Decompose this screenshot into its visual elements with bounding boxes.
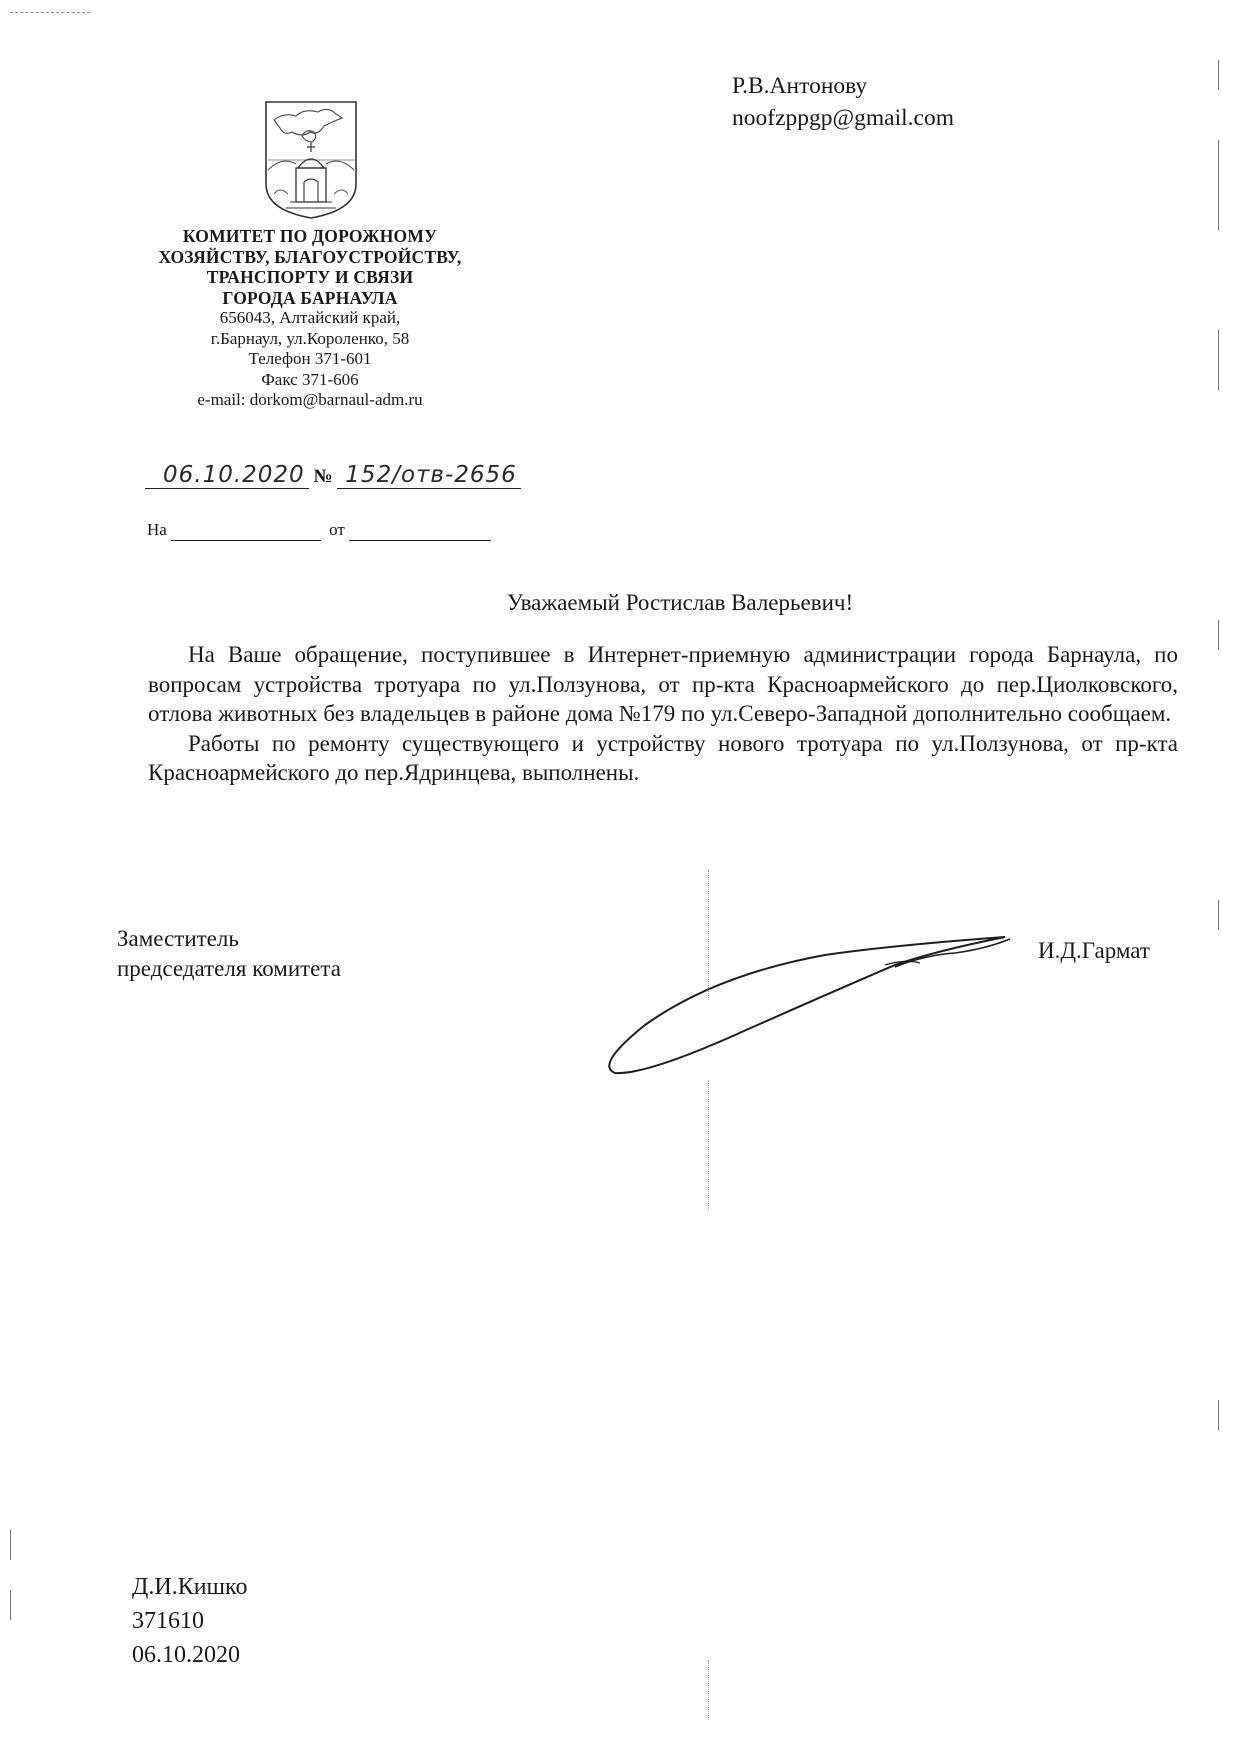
ref-number-blank: [171, 520, 321, 541]
scan-edge-mark: [1218, 620, 1219, 650]
executor-block: [132, 1570, 247, 1672]
letter-paragraph: Работы по ремонту существующего и устройству нового тротуара по ул.Ползунова, от пр-кта Красноармейского до пер.Ядринцева, выполнены.: [148, 730, 1178, 785]
registration-date: 06.10.2020: [163, 462, 305, 488]
scan-fold-line: [708, 1080, 709, 1210]
ref-from-label: от: [329, 520, 345, 539]
scan-edge-mark: [1218, 1400, 1219, 1430]
org-phone: Телефон 371-601: [248, 349, 372, 368]
salutation: Уважаемый Ростислав Валерьевич!: [506, 590, 854, 615]
recipient-email: noofzppgp@gmail.com: [732, 105, 954, 131]
scan-edge-mark: [1218, 900, 1219, 930]
scan-fold-line: [708, 1660, 709, 1720]
ref-prefix: На: [147, 520, 167, 539]
executor-date: 06.10.2020: [132, 1642, 240, 1668]
org-name-line: КОМИТЕТ ПО ДОРОЖНОМУ: [182, 226, 438, 246]
org-address-line: г.Барнаул, ул.Короленко, 58: [210, 328, 410, 348]
org-email: e-mail: dorkom@barnaul-adm.ru: [197, 390, 423, 409]
ref-date-blank: [349, 520, 491, 541]
signatory-position: [117, 924, 341, 984]
scan-edge-mark: [1218, 140, 1219, 230]
executor-name: Д.И.Кишко: [132, 1574, 248, 1600]
barnaul-coat-of-arms-icon: [262, 98, 360, 222]
scan-edge-mark: [10, 1530, 11, 1560]
position-line: председателя комитета: [117, 956, 341, 981]
letter-body: [148, 640, 1178, 788]
org-name-line: ХОЗЯЙСТВУ, БЛАГОУСТРОЙСТВУ,: [158, 246, 462, 267]
signer-name: И.Д.Гармат: [1038, 938, 1150, 963]
registration-number: 152/отв-2656: [345, 462, 517, 488]
scan-edge-mark: [10, 1590, 11, 1620]
org-name-line: ТРАНСПОРТУ И СВЯЗИ: [206, 267, 414, 287]
org-fax: Факс 371-606: [261, 369, 359, 389]
recipient-block: [732, 70, 954, 134]
number-sign: №: [313, 466, 333, 487]
scan-mark-top: [10, 12, 90, 13]
scan-edge-mark: [1218, 330, 1219, 390]
executor-phone: 371610: [132, 1608, 204, 1634]
letter-paragraph: На Ваше обращение, поступившее в Интернет-приемную администрации города Барнаула, по вопросам устройства тротуара по ул.Ползунова, от пр-кта Красноармейского до пер.Циолковского, отлова животных без владельцев в районе дома №179 по ул.Северо-Западной дополнительно сообщаем.: [148, 642, 1178, 726]
handwritten-signature-icon: [595, 915, 1035, 1085]
organization-header: [130, 226, 490, 411]
org-address-line: 656043, Алтайский край,: [219, 308, 401, 327]
recipient-name: Р.В.Антонову: [732, 73, 868, 99]
reference-line: [147, 520, 491, 541]
registration-line: [145, 462, 521, 489]
org-name-line: ГОРОДА БАРНАУЛА: [222, 287, 398, 308]
position-line: Заместитель: [117, 926, 239, 951]
scan-edge-mark: [1218, 60, 1219, 90]
